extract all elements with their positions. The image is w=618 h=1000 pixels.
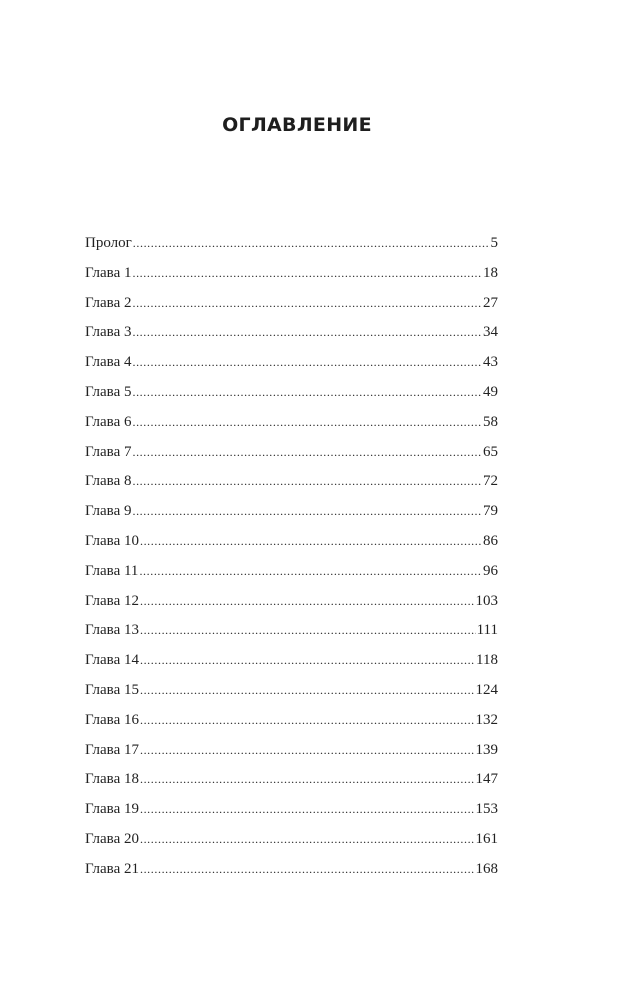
- toc-entry-label: Глава 7: [85, 443, 132, 460]
- toc-entry-label: Глава 16: [85, 711, 139, 728]
- toc-entry: [85, 765, 498, 795]
- toc-dot-leader: [140, 616, 476, 646]
- toc-entry: [85, 646, 498, 676]
- toc-entry-label: Глава 13: [85, 622, 139, 639]
- toc-entry-page-number: 132: [475, 711, 498, 728]
- toc-entry-label: Глава 9: [85, 503, 132, 520]
- toc-entry-page-number: 111: [476, 622, 498, 639]
- toc-dot-leader: [132, 408, 482, 438]
- toc-entry: [85, 676, 498, 706]
- toc-entry-page-number: 103: [475, 592, 498, 609]
- toc-entry-label: Глава 10: [85, 532, 139, 549]
- toc-entry-label: Глава 17: [85, 741, 139, 758]
- toc-entry-page-number: 139: [475, 741, 498, 758]
- toc-dot-leader: [132, 378, 482, 408]
- toc-entry: [85, 825, 498, 855]
- toc-dot-leader: [140, 646, 475, 676]
- toc-entry-label: Глава 2: [85, 294, 132, 311]
- toc-entry-page-number: 161: [475, 830, 498, 847]
- toc-entry: [85, 795, 498, 825]
- toc-entry: [85, 289, 498, 319]
- toc-dot-leader: [140, 587, 475, 617]
- toc-entry-label: Глава 19: [85, 801, 139, 818]
- toc-entry-page-number: 5: [490, 235, 498, 251]
- toc-entry: [85, 527, 498, 557]
- toc-entry-page-number: 43: [483, 354, 498, 371]
- toc-dot-leader: [140, 855, 475, 885]
- toc-entry: [85, 855, 498, 885]
- toc-entry-label: Пролог: [85, 235, 132, 251]
- table-of-contents: [85, 229, 498, 885]
- toc-entry-label: Глава 21: [85, 860, 139, 877]
- toc-entry-page-number: 18: [483, 264, 498, 281]
- toc-entry-label: Глава 20: [85, 830, 139, 847]
- toc-dot-leader: [132, 348, 482, 378]
- toc-entry: [85, 497, 498, 527]
- toc-dot-leader: [140, 795, 475, 825]
- toc-entry-page-number: 118: [476, 652, 498, 669]
- toc-dot-leader: [132, 497, 482, 527]
- toc-dot-leader: [140, 676, 475, 706]
- toc-entry: [85, 706, 498, 736]
- toc-entry: [85, 348, 498, 378]
- toc-entry-label: Глава 14: [85, 652, 139, 669]
- toc-entry-label: Глава 12: [85, 592, 139, 609]
- toc-entry-page-number: 168: [475, 860, 498, 877]
- toc-entry-label: Глава 8: [85, 473, 132, 490]
- toc-dot-leader: [140, 765, 475, 795]
- toc-dot-leader: [132, 289, 482, 319]
- toc-dot-leader: [132, 467, 482, 497]
- toc-entry-label: Глава 6: [85, 413, 132, 430]
- toc-entry-label: Глава 15: [85, 681, 139, 698]
- toc-entry-page-number: 49: [483, 383, 498, 400]
- toc-dot-leader: [132, 438, 482, 468]
- toc-entry-label: Глава 4: [85, 354, 132, 371]
- toc-entry-label: Глава 11: [85, 562, 139, 579]
- toc-entry-page-number: 153: [475, 801, 498, 818]
- toc-entry-page-number: 65: [483, 443, 498, 460]
- toc-dot-leader: [132, 259, 482, 289]
- toc-entry: [85, 467, 498, 497]
- toc-entry: [85, 587, 498, 617]
- toc-entry-page-number: 79: [483, 503, 498, 520]
- toc-entry-label: Глава 18: [85, 771, 139, 788]
- toc-dot-leader: [133, 229, 490, 259]
- toc-entry: [85, 736, 498, 766]
- toc-entry: [85, 318, 498, 348]
- toc-entry: [85, 229, 498, 259]
- page-title: ОГЛАВЛЕНИЕ: [222, 114, 372, 136]
- toc-entry: [85, 616, 498, 646]
- toc-dot-leader: [140, 527, 482, 557]
- toc-entry-label: Глава 3: [85, 324, 132, 341]
- toc-entry-page-number: 124: [475, 681, 498, 698]
- toc-entry: [85, 557, 498, 587]
- toc-entry-page-number: 27: [483, 294, 498, 311]
- toc-entry: [85, 438, 498, 468]
- toc-entry: [85, 259, 498, 289]
- toc-entry-page-number: 34: [483, 324, 498, 341]
- toc-dot-leader: [139, 557, 482, 587]
- toc-entry-label: Глава 5: [85, 383, 132, 400]
- toc-entry-page-number: 96: [483, 562, 498, 579]
- toc-entry-label: Глава 1: [85, 264, 132, 281]
- toc-entry: [85, 378, 498, 408]
- toc-entry-page-number: 147: [475, 771, 498, 788]
- toc-dot-leader: [140, 736, 475, 766]
- toc-dot-leader: [140, 825, 475, 855]
- toc-entry-page-number: 86: [483, 532, 498, 549]
- toc-entry-page-number: 72: [483, 473, 498, 490]
- toc-entry-page-number: 58: [483, 413, 498, 430]
- toc-entry: [85, 408, 498, 438]
- toc-dot-leader: [132, 318, 482, 348]
- toc-dot-leader: [140, 706, 475, 736]
